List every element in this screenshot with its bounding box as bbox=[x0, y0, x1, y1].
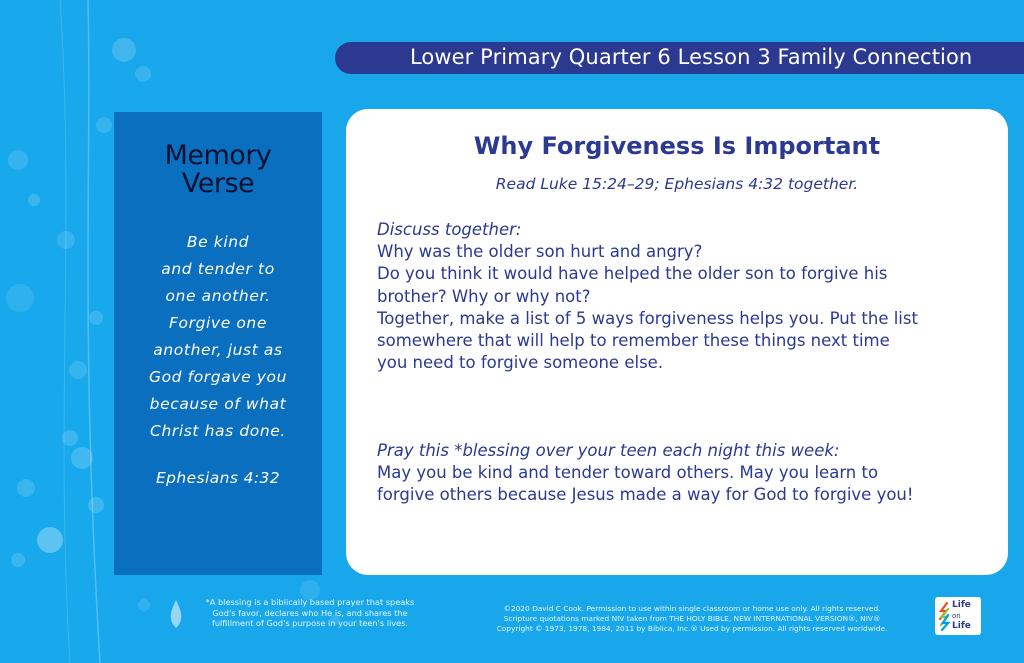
discuss-line: you need to forgive someone else. bbox=[377, 353, 664, 373]
pray-heading: Pray this *blessing over your teen each night this week: bbox=[377, 441, 840, 460]
verse-line: and tender to bbox=[161, 260, 275, 278]
discuss-line: Do you think it would have helped the older son to forgive his bbox=[377, 264, 888, 284]
copyright-line: Scripture quotations marked NIV taken from THE HOLY BIBLE, NEW INTERNATIONAL VERSION®, NIV® bbox=[503, 614, 881, 624]
memory-verse-panel bbox=[114, 112, 322, 575]
card-title: Why Forgiveness Is Important bbox=[473, 132, 881, 160]
footnote-line: fulfillment of God's purpose in your teen's lives. bbox=[211, 618, 409, 629]
memory-verse-title bbox=[114, 142, 322, 198]
verse-line: Be kind bbox=[186, 233, 250, 251]
logo-line: Life bbox=[952, 600, 971, 610]
logo-line: Life bbox=[952, 621, 971, 632]
memory-verse-title-line: Verse bbox=[181, 168, 255, 199]
header-title: Lower Primary Quarter 6 Lesson 3 Family Connection bbox=[410, 45, 973, 69]
verse-line: one another. bbox=[165, 287, 271, 305]
copyright-line: Copyright © 1973, 1978, 1984, 2011 by Biblica, Inc.® Used by permission. All rights reserved worldwide. bbox=[496, 624, 888, 634]
pray-line: May you be kind and tender toward others. May you learn to bbox=[377, 463, 879, 483]
card-subtitle: Read Luke 15:24–29; Ephesians 4:32 together. bbox=[495, 175, 859, 193]
pray-line: forgive others because Jesus made a way for God to forgive you! bbox=[377, 485, 914, 505]
discuss-line: brother? Why or why not? bbox=[377, 286, 591, 306]
discuss-section bbox=[377, 219, 987, 374]
life-on-life-logo-icon bbox=[938, 601, 950, 631]
logo-line: on bbox=[952, 611, 961, 620]
verse-line: because of what bbox=[149, 395, 287, 413]
pray-section bbox=[377, 440, 987, 507]
blessing-footnote bbox=[190, 597, 430, 629]
discuss-heading: Discuss together: bbox=[377, 220, 522, 239]
verse-line: another, just as bbox=[153, 341, 283, 359]
memory-verse-text bbox=[114, 229, 322, 445]
discuss-line: Together, make a list of 5 ways forgiveness helps you. Put the list bbox=[377, 308, 918, 328]
footnote-line: *A blessing is a biblically based prayer that speaks bbox=[205, 597, 415, 607]
verse-line: Christ has done. bbox=[150, 422, 286, 440]
life-on-life-logo bbox=[935, 597, 981, 635]
logo-text bbox=[952, 600, 980, 632]
memory-verse-title-line: Memory bbox=[164, 140, 272, 171]
copyright-line: ©2020 David C Cook. Permission to use within single classroom or home use only. All rights reserved. bbox=[503, 604, 881, 613]
discuss-line: somewhere that will help to remember these things next time bbox=[377, 331, 890, 351]
copyright-notice bbox=[452, 604, 932, 635]
verse-line: God forgave you bbox=[148, 368, 288, 386]
footnote-line: God's favor, declares who He is, and shares the bbox=[212, 607, 408, 618]
memory-verse-reference: Ephesians 4:32 bbox=[155, 469, 281, 487]
verse-line: Forgive one bbox=[169, 314, 267, 332]
lesson-card bbox=[346, 109, 1008, 575]
discuss-line: Why was the older son hurt and angry? bbox=[377, 242, 703, 262]
